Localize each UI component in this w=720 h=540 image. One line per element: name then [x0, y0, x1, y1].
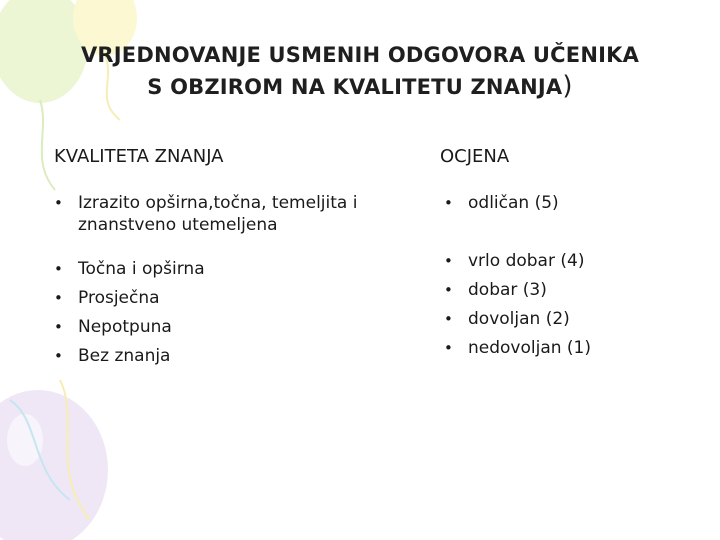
list-item: • dobar (3)	[444, 276, 704, 305]
bottom-left-balloon-decoration	[0, 380, 108, 540]
slide-title	[0, 40, 720, 103]
left-column-heading: KVALITETA ZNANJA	[54, 146, 224, 167]
title-trailing-paren: )	[562, 71, 573, 101]
list-item: • Točna i opširna	[54, 255, 414, 284]
list-item: • Izrazito opširna,točna, temeljita i znanstveno utemeljena	[54, 192, 414, 236]
list-item: • odličan (5)	[444, 192, 704, 214]
list-item: • nedovoljan (1)	[444, 334, 704, 363]
list-item: • dovoljan (2)	[444, 305, 704, 334]
left-list	[54, 255, 414, 371]
title-line-2	[0, 71, 720, 103]
list-item: • vrlo dobar (4)	[444, 247, 704, 276]
right-column-heading: OCJENA	[440, 146, 510, 167]
title-line-1: VRJEDNOVANJE USMENIH ODGOVORA UČENIKA	[80, 43, 640, 67]
title-line-2-text: S OBZIROM NA KVALITETU ZNANJA	[147, 75, 563, 99]
list-item: • Bez znanja	[54, 342, 414, 371]
list-item: • Prosječna	[54, 284, 414, 313]
left-list-first	[54, 192, 414, 236]
right-list-first	[444, 192, 704, 214]
right-list	[444, 247, 704, 363]
list-item: • Nepotpuna	[54, 313, 414, 342]
